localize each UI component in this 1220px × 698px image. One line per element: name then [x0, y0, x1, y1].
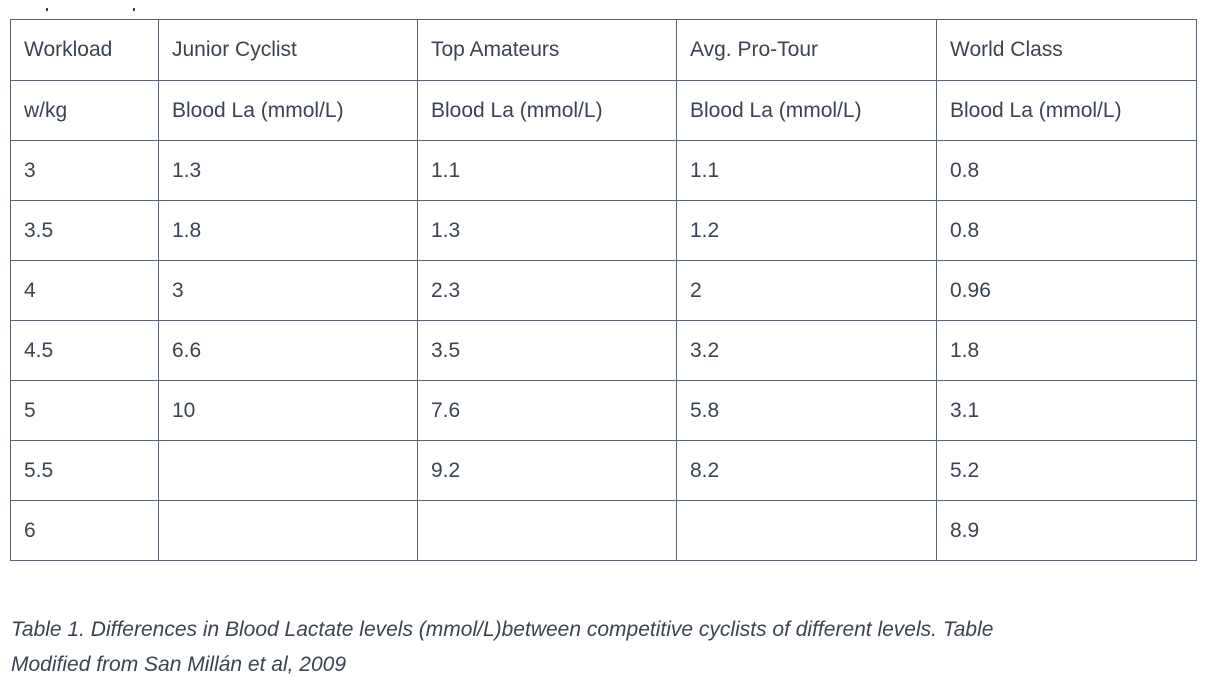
junior-cell: 1.8 — [159, 201, 418, 261]
table-header-row — [11, 20, 1197, 81]
table-row — [11, 321, 1197, 381]
workload-cell: 3 — [11, 141, 159, 201]
protour-cell: 8.2 — [677, 441, 937, 501]
table-row — [11, 501, 1197, 561]
worldclass-cell: 1.8 — [937, 321, 1197, 381]
junior-cell: 6.6 — [159, 321, 418, 381]
unit-cell: w/kg — [11, 81, 159, 141]
workload-cell: 5.5 — [11, 441, 159, 501]
junior-cell: 10 — [159, 381, 418, 441]
junior-cell: 1.3 — [159, 141, 418, 201]
amateur-cell: 1.3 — [418, 201, 677, 261]
table-row — [11, 441, 1197, 501]
workload-cell: 5 — [11, 381, 159, 441]
worldclass-cell: 3.1 — [937, 381, 1197, 441]
amateur-cell — [418, 501, 677, 561]
protour-cell: 1.1 — [677, 141, 937, 201]
header-cell-avg-pro-tour: Avg. Pro-Tour — [677, 20, 937, 81]
worldclass-cell: 5.2 — [937, 441, 1197, 501]
unit-cell: Blood La (mmol/L) — [159, 81, 418, 141]
worldclass-cell: 0.8 — [937, 141, 1197, 201]
protour-cell: 1.2 — [677, 201, 937, 261]
header-cell-world-class: World Class — [937, 20, 1197, 81]
amateur-cell: 1.1 — [418, 141, 677, 201]
workload-cell: 6 — [11, 501, 159, 561]
workload-cell: 4.5 — [11, 321, 159, 381]
header-cell-junior-cyclist: Junior Cyclist — [159, 20, 418, 81]
table-unit-row — [11, 81, 1197, 141]
protour-cell: 2 — [677, 261, 937, 321]
protour-cell: 3.2 — [677, 321, 937, 381]
amateur-cell: 3.5 — [418, 321, 677, 381]
cropped-mark — [133, 8, 135, 11]
protour-cell: 5.8 — [677, 381, 937, 441]
caption-line: Modified from San Millán et al, 2009 — [11, 653, 347, 676]
junior-cell: 3 — [159, 261, 418, 321]
protour-cell — [677, 501, 937, 561]
unit-cell: Blood La (mmol/L) — [418, 81, 677, 141]
amateur-cell: 9.2 — [418, 441, 677, 501]
table-row — [11, 381, 1197, 441]
workload-cell: 3.5 — [11, 201, 159, 261]
worldclass-cell: 0.96 — [937, 261, 1197, 321]
junior-cell — [159, 501, 418, 561]
junior-cell — [159, 441, 418, 501]
worldclass-cell: 8.9 — [937, 501, 1197, 561]
worldclass-cell: 0.8 — [937, 201, 1197, 261]
table-row — [11, 201, 1197, 261]
cropped-mark — [46, 8, 48, 11]
amateur-cell: 2.3 — [418, 261, 677, 321]
unit-cell: Blood La (mmol/L) — [677, 81, 937, 141]
amateur-cell: 7.6 — [418, 381, 677, 441]
lactate-table — [10, 19, 1197, 561]
header-cell-top-amateurs: Top Amateurs — [418, 20, 677, 81]
cropped-text-fragment — [0, 0, 1220, 14]
unit-cell: Blood La (mmol/L) — [937, 81, 1197, 141]
header-cell-workload: Workload — [11, 20, 159, 81]
table-row — [11, 261, 1197, 321]
caption-line: Table 1. Differences in Blood Lactate levels (mmol/L)between competitive cyclists of different levels. Table — [11, 618, 994, 641]
table-caption — [11, 612, 1201, 682]
workload-cell: 4 — [11, 261, 159, 321]
table-row — [11, 141, 1197, 201]
